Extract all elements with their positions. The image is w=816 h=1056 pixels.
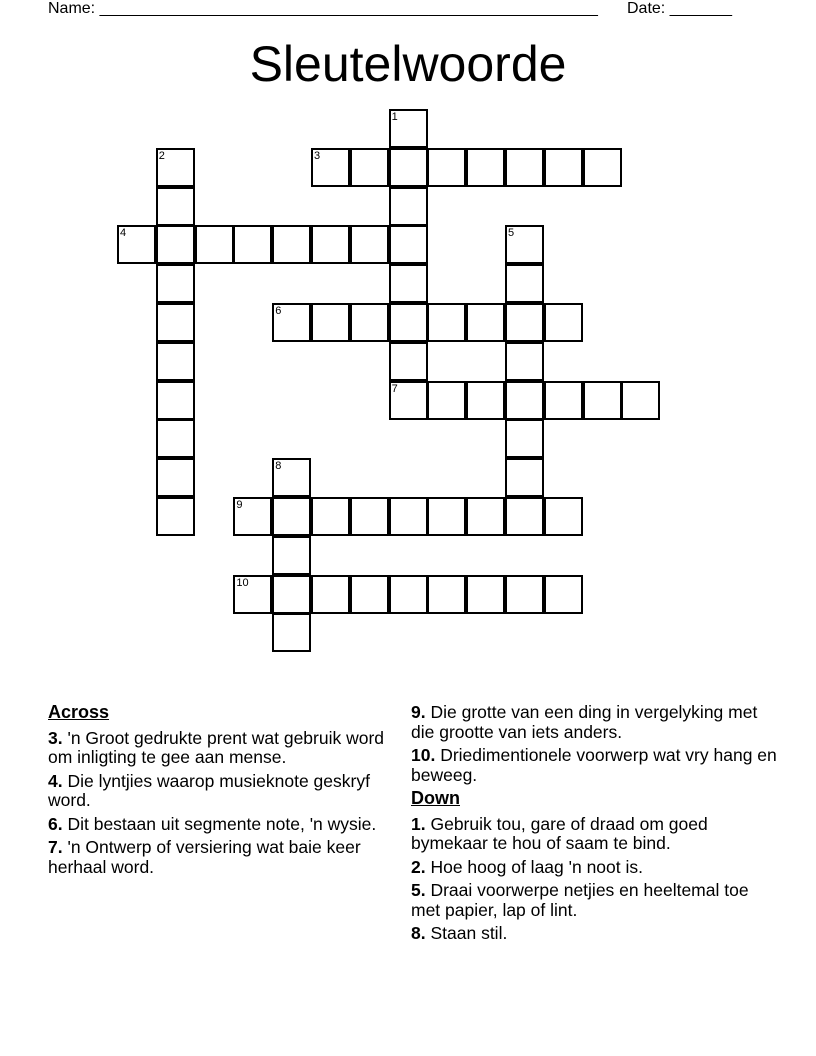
crossword-cell[interactable] <box>195 225 234 264</box>
crossword-cell[interactable] <box>233 497 272 536</box>
clue-text: Die lyntjies waarop musieknote geskryf word. <box>48 770 370 810</box>
crossword-cell[interactable] <box>505 225 544 264</box>
crossword-cell[interactable] <box>156 148 195 187</box>
clues-left-column <box>48 703 388 881</box>
crossword-cell[interactable] <box>272 536 311 575</box>
clue-text: Staan stil. <box>425 923 508 943</box>
clue-item <box>411 815 781 854</box>
clue-text: Draai voorwerpe netjies en heeltemal toe met papier, lap of lint. <box>411 880 749 920</box>
page-title: Sleutelwoorde <box>249 36 567 92</box>
crossword-cell[interactable] <box>272 458 311 497</box>
crossword-cell[interactable] <box>505 303 544 342</box>
crossword-cell[interactable] <box>156 342 195 381</box>
crossword-cell[interactable] <box>272 497 311 536</box>
clue-number: 10. <box>411 745 436 765</box>
cell-number: 5 <box>508 227 515 240</box>
crossword-cell[interactable] <box>466 303 505 342</box>
clue-item <box>411 858 781 878</box>
clue-number: 7. <box>48 837 63 857</box>
name-field-label: Name: ________________________________________________________ <box>48 0 598 17</box>
crossword-cell[interactable] <box>350 225 389 264</box>
crossword-cell[interactable] <box>427 575 466 614</box>
clue-item <box>411 746 781 785</box>
crossword-cell[interactable] <box>466 148 505 187</box>
clue-number: 5. <box>411 880 426 900</box>
crossword-cell[interactable] <box>389 575 428 614</box>
crossword-cell[interactable] <box>156 497 195 536</box>
crossword-cell[interactable] <box>544 575 583 614</box>
crossword-cell[interactable] <box>544 303 583 342</box>
clue-number: 6. <box>48 813 63 834</box>
crossword-cell[interactable] <box>311 225 350 264</box>
crossword-cell[interactable] <box>544 148 583 187</box>
clue-item <box>48 838 388 877</box>
crossword-cell[interactable] <box>583 148 622 187</box>
cell-number: 4 <box>120 227 127 240</box>
clue-text: Die grotte van een ding in vergelyking met die grootte van iets anders. <box>411 702 758 742</box>
crossword-cell[interactable] <box>389 303 428 342</box>
crossword-cell[interactable] <box>350 575 389 614</box>
crossword-cell[interactable] <box>466 497 505 536</box>
clue-item <box>411 881 781 920</box>
crossword-cell[interactable] <box>505 148 544 187</box>
crossword-cell[interactable] <box>389 187 428 226</box>
clue-number: 1. <box>411 813 426 834</box>
crossword-cell[interactable] <box>466 381 505 420</box>
crossword-cell[interactable] <box>272 575 311 614</box>
cell-number: 2 <box>158 149 165 162</box>
crossword-cell[interactable] <box>272 225 311 264</box>
clue-heading: Down <box>411 788 460 808</box>
date-field-label: Date: _______ <box>627 0 732 17</box>
crossword-cell[interactable] <box>156 303 195 342</box>
crossword-cell[interactable] <box>505 342 544 381</box>
crossword-cell[interactable] <box>272 303 311 342</box>
crossword-cell[interactable] <box>389 225 428 264</box>
clue-number: 2. <box>411 856 426 877</box>
crossword-cell[interactable] <box>233 225 272 264</box>
clue-text: 'n Ontwerp of versiering wat baie keer herhaal word. <box>48 837 361 877</box>
crossword-cell[interactable] <box>156 187 195 226</box>
clue-item <box>411 924 781 944</box>
clue-text: Hoe hoog of laag 'n noot is. <box>425 856 643 877</box>
crossword-cell[interactable] <box>505 458 544 497</box>
cell-number: 10 <box>236 576 249 589</box>
clue-number: 8. <box>411 923 426 943</box>
crossword-cell[interactable] <box>350 497 389 536</box>
crossword-cell[interactable] <box>544 497 583 536</box>
clue-heading: Across <box>48 702 110 722</box>
clue-item <box>48 815 388 835</box>
crossword-cell[interactable] <box>389 381 428 420</box>
crossword-cell[interactable] <box>389 148 428 187</box>
cell-number: 7 <box>391 382 398 395</box>
crossword-cell[interactable] <box>427 148 466 187</box>
crossword-cell[interactable] <box>156 225 195 264</box>
crossword-cell[interactable] <box>311 497 350 536</box>
clue-number: 9. <box>411 702 426 722</box>
crossword-cell[interactable] <box>583 381 622 420</box>
crossword-cell[interactable] <box>350 303 389 342</box>
crossword-cell[interactable] <box>389 109 428 148</box>
clue-text: 'n Groot gedrukte prent wat gebruik word om inligting te gee aan mense. <box>48 727 385 767</box>
cell-number: 9 <box>236 499 243 511</box>
clue-text: Driedimentionele voorwerp wat vry hang en beweeg. <box>411 745 777 785</box>
cell-number: 1 <box>391 111 398 123</box>
crossword-cell[interactable] <box>505 419 544 458</box>
crossword-cell[interactable] <box>156 264 195 303</box>
crossword-cell[interactable] <box>389 264 428 303</box>
cell-number: 3 <box>314 149 321 162</box>
crossword-cell[interactable] <box>621 381 660 420</box>
crossword-cell[interactable] <box>156 419 195 458</box>
crossword-cell[interactable] <box>311 575 350 614</box>
crossword-cell[interactable] <box>544 381 583 420</box>
crossword-cell[interactable] <box>427 497 466 536</box>
clue-text: Gebruik tou, gare of draad om goed bymekaar te hou of saam te bind. <box>411 813 708 853</box>
clues-right-column <box>411 703 781 948</box>
crossword-cell[interactable] <box>505 575 544 614</box>
crossword-cell[interactable] <box>117 225 156 264</box>
crossword-cell[interactable] <box>311 148 350 187</box>
clue-number: 3. <box>48 727 63 748</box>
crossword-cell[interactable] <box>350 148 389 187</box>
crossword-cell[interactable] <box>156 458 195 497</box>
crossword-cell[interactable] <box>233 575 272 614</box>
crossword-cell[interactable] <box>389 342 428 381</box>
clue-item <box>48 729 388 768</box>
crossword-cell[interactable] <box>427 303 466 342</box>
crossword-cell[interactable] <box>505 497 544 536</box>
crossword-cell[interactable] <box>427 381 466 420</box>
cell-number: 6 <box>275 305 282 317</box>
clue-number: 4. <box>48 770 63 791</box>
crossword-cell[interactable] <box>505 264 544 303</box>
crossword-cell[interactable] <box>466 575 505 614</box>
clue-item <box>48 772 388 811</box>
crossword-cell[interactable] <box>389 497 428 536</box>
crossword-cell[interactable] <box>156 381 195 420</box>
crossword-cell[interactable] <box>505 381 544 420</box>
cell-number: 8 <box>275 460 282 473</box>
crossword-cell[interactable] <box>311 303 350 342</box>
crossword-cell[interactable] <box>272 613 311 652</box>
clue-text: Dit bestaan uit segmente note, 'n wysie. <box>62 813 377 834</box>
clue-item <box>411 703 781 742</box>
